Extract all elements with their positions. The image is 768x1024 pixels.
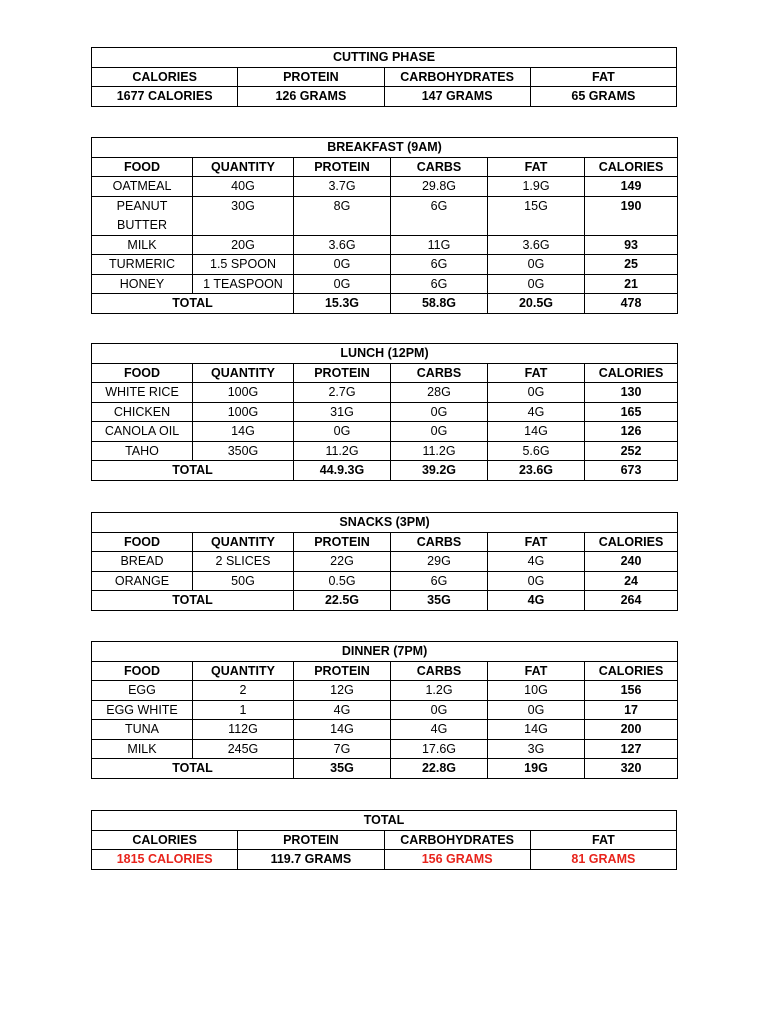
carbs-cell: 4G — [391, 720, 488, 740]
col-quantity: QUANTITY — [193, 157, 294, 177]
breakfast-title: BREAKFAST (9AM) — [92, 138, 678, 158]
header-carbohydrates: CARBOHYDRATES — [384, 67, 530, 87]
food-cell: CANOLA OIL — [92, 422, 193, 442]
col-food: FOOD — [92, 157, 193, 177]
grand-total-title: TOTAL — [92, 811, 677, 831]
protein-cell: 4G — [294, 700, 391, 720]
carbs-cell: 0G — [391, 700, 488, 720]
header-carbohydrates: CARBOHYDRATES — [384, 830, 530, 850]
fat-cell: 15G — [488, 196, 585, 235]
calories-cell: 25 — [585, 255, 678, 275]
quantity-cell: 350G — [193, 441, 294, 461]
lunch-title: LUNCH (12PM) — [92, 344, 678, 364]
quantity-cell: 50G — [193, 571, 294, 591]
calories-cell: 165 — [585, 402, 678, 422]
col-fat: FAT — [488, 363, 585, 383]
food-cell: PEANUT BUTTER — [92, 196, 193, 235]
cutting-protein: 126 GRAMS — [238, 87, 384, 107]
fat-cell: 3G — [488, 739, 585, 759]
fat-cell: 14G — [488, 422, 585, 442]
total-protein: 22.5G — [294, 591, 391, 611]
calories-cell: 149 — [585, 177, 678, 197]
carbs-cell: 6G — [391, 571, 488, 591]
quantity-cell: 112G — [193, 720, 294, 740]
total-row — [92, 294, 678, 314]
table-row — [92, 235, 678, 255]
col-carbs: CARBS — [391, 157, 488, 177]
fat-cell: 0G — [488, 274, 585, 294]
col-carbs: CARBS — [391, 661, 488, 681]
total-row — [92, 759, 678, 779]
fat-cell: 10G — [488, 681, 585, 701]
total-fat: 19G — [488, 759, 585, 779]
calories-cell: 127 — [585, 739, 678, 759]
food-cell: CHICKEN — [92, 402, 193, 422]
snacks-table — [91, 512, 678, 611]
carbs-cell: 1.2G — [391, 681, 488, 701]
table-row — [92, 383, 678, 403]
table-row — [92, 571, 678, 591]
fat-cell: 0G — [488, 700, 585, 720]
protein-cell: 11.2G — [294, 441, 391, 461]
table-row — [92, 255, 678, 275]
grand-total-table — [91, 810, 677, 870]
fat-cell: 4G — [488, 402, 585, 422]
protein-cell: 31G — [294, 402, 391, 422]
grand-total-fat: 81 GRAMS — [530, 850, 676, 870]
fat-cell: 4G — [488, 552, 585, 572]
col-fat: FAT — [488, 661, 585, 681]
col-calories: CALORIES — [585, 157, 678, 177]
dinner-table — [91, 641, 678, 779]
total-row — [92, 591, 678, 611]
total-fat: 23.6G — [488, 461, 585, 481]
calories-cell: 21 — [585, 274, 678, 294]
col-protein: PROTEIN — [294, 157, 391, 177]
table-row — [92, 422, 678, 442]
protein-cell: 0G — [294, 255, 391, 275]
calories-cell: 24 — [585, 571, 678, 591]
total-row — [92, 461, 678, 481]
table-row — [92, 552, 678, 572]
col-food: FOOD — [92, 661, 193, 681]
total-carbs: 58.8G — [391, 294, 488, 314]
carbs-cell: 28G — [391, 383, 488, 403]
total-carbs: 35G — [391, 591, 488, 611]
table-row — [92, 739, 678, 759]
total-label: TOTAL — [92, 759, 294, 779]
col-protein: PROTEIN — [294, 532, 391, 552]
total-calories: 320 — [585, 759, 678, 779]
total-protein: 44.9.3G — [294, 461, 391, 481]
total-label: TOTAL — [92, 294, 294, 314]
calories-cell: 156 — [585, 681, 678, 701]
col-quantity: QUANTITY — [193, 363, 294, 383]
quantity-cell: 245G — [193, 739, 294, 759]
calories-cell: 126 — [585, 422, 678, 442]
table-row — [92, 177, 678, 197]
cutting-carbs: 147 GRAMS — [384, 87, 530, 107]
protein-cell: 0G — [294, 274, 391, 294]
protein-cell: 3.6G — [294, 235, 391, 255]
table-row — [92, 681, 678, 701]
calories-cell: 17 — [585, 700, 678, 720]
food-cell: ORANGE — [92, 571, 193, 591]
food-cell: TUNA — [92, 720, 193, 740]
col-food: FOOD — [92, 532, 193, 552]
total-protein: 15.3G — [294, 294, 391, 314]
fat-cell: 1.9G — [488, 177, 585, 197]
header-calories: CALORIES — [92, 830, 238, 850]
col-carbs: CARBS — [391, 363, 488, 383]
cutting-fat: 65 GRAMS — [530, 87, 676, 107]
total-fat: 4G — [488, 591, 585, 611]
total-calories: 478 — [585, 294, 678, 314]
food-cell: HONEY — [92, 274, 193, 294]
quantity-cell: 2 — [193, 681, 294, 701]
table-row — [92, 720, 678, 740]
carbs-cell: 0G — [391, 422, 488, 442]
quantity-cell: 2 SLICES — [193, 552, 294, 572]
fat-cell: 0G — [488, 383, 585, 403]
quantity-cell: 100G — [193, 383, 294, 403]
cutting-phase-table — [91, 47, 677, 107]
food-cell: TAHO — [92, 441, 193, 461]
fat-cell: 3.6G — [488, 235, 585, 255]
quantity-cell: 30G — [193, 196, 294, 235]
calories-cell: 200 — [585, 720, 678, 740]
col-fat: FAT — [488, 157, 585, 177]
total-calories: 264 — [585, 591, 678, 611]
protein-cell: 8G — [294, 196, 391, 235]
table-row — [92, 274, 678, 294]
carbs-cell: 17.6G — [391, 739, 488, 759]
calories-cell: 252 — [585, 441, 678, 461]
col-calories: CALORIES — [585, 363, 678, 383]
col-protein: PROTEIN — [294, 363, 391, 383]
table-row — [92, 700, 678, 720]
snacks-title: SNACKS (3PM) — [92, 513, 678, 533]
table-row — [92, 402, 678, 422]
carbs-cell: 6G — [391, 255, 488, 275]
protein-cell: 7G — [294, 739, 391, 759]
protein-cell: 12G — [294, 681, 391, 701]
food-cell: OATMEAL — [92, 177, 193, 197]
carbs-cell: 0G — [391, 402, 488, 422]
total-protein: 35G — [294, 759, 391, 779]
col-calories: CALORIES — [585, 532, 678, 552]
calories-cell: 130 — [585, 383, 678, 403]
breakfast-table — [91, 137, 678, 314]
grand-total-protein: 119.7 GRAMS — [238, 850, 384, 870]
food-cell: MILK — [92, 739, 193, 759]
calories-cell: 240 — [585, 552, 678, 572]
table-row — [92, 441, 678, 461]
grand-total-carbs: 156 GRAMS — [384, 850, 530, 870]
dinner-title: DINNER (7PM) — [92, 642, 678, 662]
carbs-cell: 11G — [391, 235, 488, 255]
total-fat: 20.5G — [488, 294, 585, 314]
total-carbs: 39.2G — [391, 461, 488, 481]
protein-cell: 0.5G — [294, 571, 391, 591]
col-quantity: QUANTITY — [193, 532, 294, 552]
col-carbs: CARBS — [391, 532, 488, 552]
protein-cell: 3.7G — [294, 177, 391, 197]
protein-cell: 22G — [294, 552, 391, 572]
carbs-cell: 29.8G — [391, 177, 488, 197]
calories-cell: 93 — [585, 235, 678, 255]
food-cell: EGG — [92, 681, 193, 701]
quantity-cell: 1 — [193, 700, 294, 720]
food-cell: MILK — [92, 235, 193, 255]
header-protein: PROTEIN — [238, 67, 384, 87]
total-label: TOTAL — [92, 461, 294, 481]
fat-cell: 14G — [488, 720, 585, 740]
carbs-cell: 6G — [391, 196, 488, 235]
quantity-cell: 1.5 SPOON — [193, 255, 294, 275]
col-food: FOOD — [92, 363, 193, 383]
quantity-cell: 14G — [193, 422, 294, 442]
lunch-table — [91, 343, 678, 481]
col-quantity: QUANTITY — [193, 661, 294, 681]
food-cell: WHITE RICE — [92, 383, 193, 403]
carbs-cell: 6G — [391, 274, 488, 294]
food-cell: BREAD — [92, 552, 193, 572]
fat-cell: 5.6G — [488, 441, 585, 461]
carbs-cell: 29G — [391, 552, 488, 572]
header-calories: CALORIES — [92, 67, 238, 87]
col-protein: PROTEIN — [294, 661, 391, 681]
protein-cell: 14G — [294, 720, 391, 740]
grand-total-calories: 1815 CALORIES — [92, 850, 238, 870]
quantity-cell: 20G — [193, 235, 294, 255]
protein-cell: 0G — [294, 422, 391, 442]
quantity-cell: 40G — [193, 177, 294, 197]
protein-cell: 2.7G — [294, 383, 391, 403]
quantity-cell: 1 TEASPOON — [193, 274, 294, 294]
total-carbs: 22.8G — [391, 759, 488, 779]
table-row — [92, 196, 678, 235]
header-fat: FAT — [530, 67, 676, 87]
col-calories: CALORIES — [585, 661, 678, 681]
fat-cell: 0G — [488, 255, 585, 275]
header-fat: FAT — [530, 830, 676, 850]
food-cell: EGG WHITE — [92, 700, 193, 720]
fat-cell: 0G — [488, 571, 585, 591]
header-protein: PROTEIN — [238, 830, 384, 850]
carbs-cell: 11.2G — [391, 441, 488, 461]
food-cell: TURMERIC — [92, 255, 193, 275]
cutting-phase-title: CUTTING PHASE — [92, 48, 677, 68]
total-calories: 673 — [585, 461, 678, 481]
calories-cell: 190 — [585, 196, 678, 235]
col-fat: FAT — [488, 532, 585, 552]
total-label: TOTAL — [92, 591, 294, 611]
quantity-cell: 100G — [193, 402, 294, 422]
cutting-calories: 1677 CALORIES — [92, 87, 238, 107]
